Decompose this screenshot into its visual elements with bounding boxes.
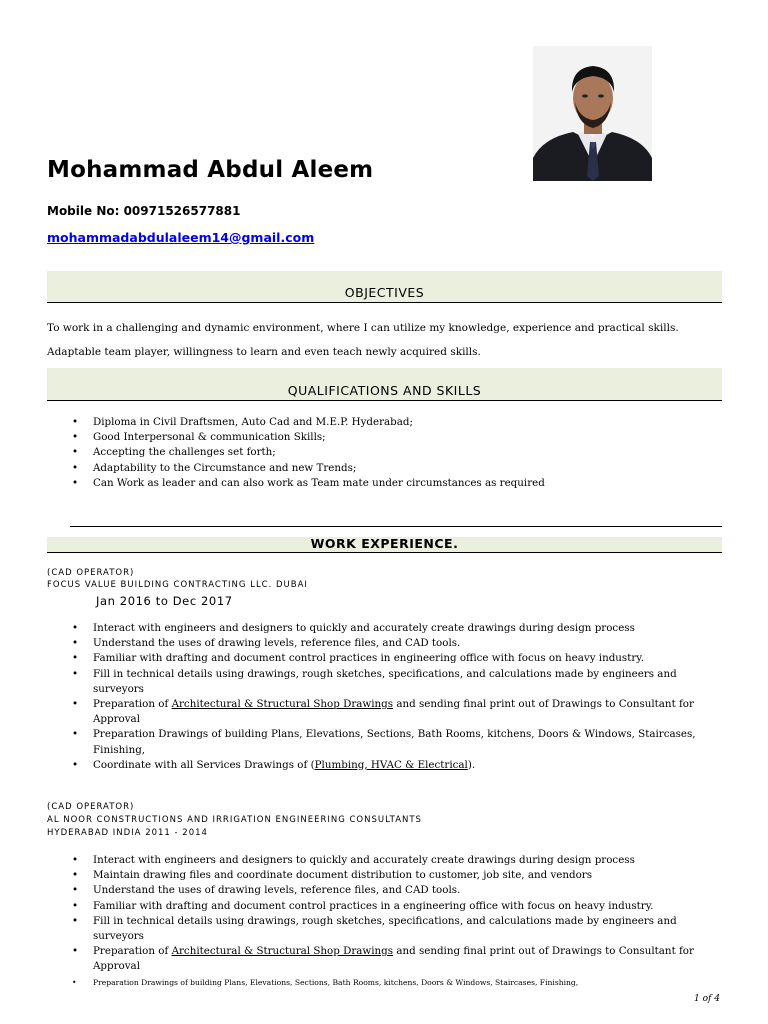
candidate-name: Mohammad Abdul Aleem (47, 157, 374, 183)
text: and sending final print out of Drawings to Consultant for Approval (93, 698, 694, 726)
list-item: • Maintain drawing files and coordinate document distribution to customer, job site, and vendors (70, 868, 725, 883)
job1-role: (CAD OPERATOR) (47, 568, 135, 578)
text: ). (467, 758, 476, 771)
list-item: • Diploma in Civil Draftsmen, Auto Cad and M.E.P. Hyderabad; (70, 415, 690, 430)
text: Coordinate with all Services Drawings of ( (93, 758, 315, 771)
list-item: • Fill in technical details using drawings, rough sketches, specifications, and calculations made by engineers and surveyors (70, 667, 725, 697)
services-link-text: Plumbing, HVAC & Electrical (314, 758, 468, 771)
profile-photo (533, 46, 652, 181)
divider (70, 526, 722, 527)
list-item: • Understand the uses of drawing levels, reference files, and CAD tools. (70, 883, 725, 898)
list-item: • Familiar with drafting and document control practices in engineering office with focus on heavy industry. (70, 651, 725, 666)
job2-company: AL NOOR CONSTRUCTIONS AND IRRIGATION ENGINEERING CONSULTANTS (47, 815, 422, 825)
list-item: • Interact with engineers and designers to quickly and accurately create drawings during design process (70, 853, 725, 868)
mobile-number: Mobile No: 00971526577881 (47, 204, 241, 218)
page-number: 1 of 4 (694, 994, 720, 1004)
list-item: • Understand the uses of drawing levels, reference files, and CAD tools. (70, 636, 725, 651)
shop-drawings-link-text: Architectural & Structural Shop Drawings (171, 945, 394, 958)
list-item (70, 944, 725, 974)
list-item: • Accepting the challenges set forth; (70, 445, 690, 460)
qualifications-list (70, 415, 690, 491)
email-link[interactable]: mohammadabdulaleem14@gmail.com (47, 230, 315, 245)
list-item: • Interact with engineers and designers to quickly and accurately create drawings during design process (70, 621, 725, 636)
list-item: • Adaptability to the Circumstance and new Trends; (70, 461, 690, 476)
text: Preparation of (93, 945, 172, 958)
list-item: • Preparation Drawings of building Plans, Elevations, Sections, Bath Rooms, kitchens, Doors & Windows, Staircases, Finishing, (70, 727, 725, 757)
objective-text: To work in a challenging and dynamic environment, where I can utilize my knowledge, experience and practical skills. Adaptable team player, willingness to learn and even teach newly acquired skills. (47, 322, 679, 358)
list-item (70, 758, 725, 773)
section-objectives: OBJECTIVES (47, 271, 722, 303)
list-item (70, 697, 725, 727)
job1-dates: Jan 2016 to Dec 2017 (96, 594, 233, 608)
job1-company: FOCUS VALUE BUILDING CONTRACTING LLC. DUBAI (47, 580, 308, 590)
text: and sending final print out of Drawings to Consultant for Approval (93, 945, 694, 973)
section-qualifications: QUALIFICATIONS AND SKILLS (47, 368, 722, 401)
job2-duties (70, 853, 725, 990)
text: Preparation of (93, 698, 172, 711)
list-item: • Good Interpersonal & communication Skills; (70, 430, 690, 445)
list-item: • Can Work as leader and can also work as Team mate under circumstances as required (70, 476, 690, 491)
job2-location-dates: HYDERABAD INDIA 2011 - 2014 (47, 828, 208, 838)
job1-duties (70, 621, 725, 773)
section-work-experience: WORK EXPERIENCE. (47, 537, 722, 553)
shop-drawings-link-text: Architectural & Structural Shop Drawings (171, 698, 394, 711)
list-item: • Familiar with drafting and document control practices in a engineering office with focus on heavy industry. (70, 899, 725, 914)
list-item: • Fill in technical details using drawings, rough sketches, specifications, and calculations made by engineers and surveyors (70, 914, 725, 944)
job2-role: (CAD OPERATOR) (47, 802, 135, 812)
list-item: • Preparation Drawings of building Plans, Elevations, Sections, Bath Rooms, kitchens, Doors & Windows, Staircases, Finishing, (70, 975, 725, 990)
